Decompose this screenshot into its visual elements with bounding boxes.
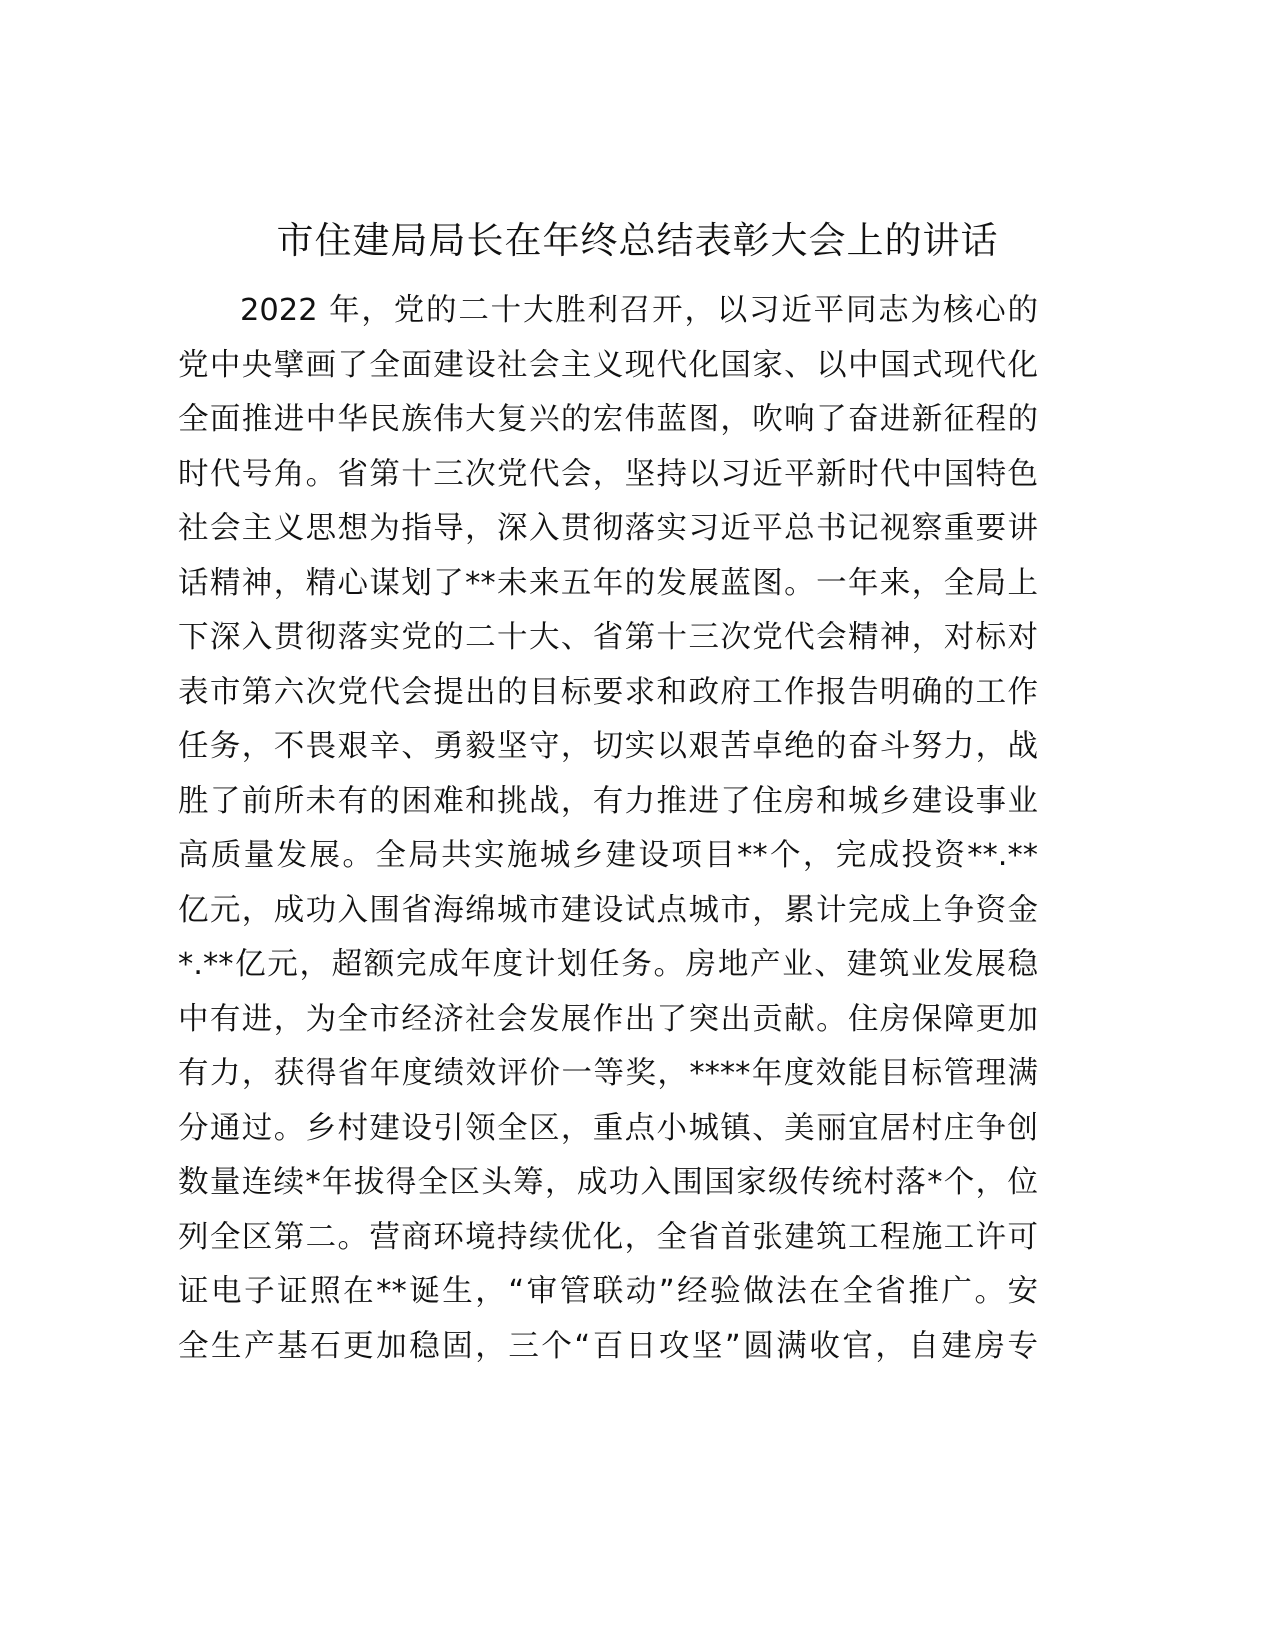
paragraph-line: *.**亿元，超额完成年度计划任务。房地产业、建筑业发展稳: [178, 947, 1038, 982]
paragraph-line: 有力，获得省年度绩效评价一等奖，****年度效能目标管理满: [178, 1056, 1038, 1091]
paragraph-line: 列全区第二。营商环境持续优化，全省首张建筑工程施工许可: [178, 1219, 1038, 1255]
paragraph-line: 下深入贯彻落实党的二十大、省第十三次党代会精神，对标对: [178, 620, 1038, 655]
paragraph-line: 亿元，成功入围省海绵城市建设试点城市，累计完成上争资金: [178, 892, 1038, 928]
paragraph-line: 证电子证照在**诞生，“审管联动”经验做法在全省推广。安: [178, 1274, 1038, 1309]
paragraph-line: 社会主义思想为指导，深入贯彻落实习近平总书记视察重要讲: [178, 511, 1038, 546]
paragraph-line: 话精神，精心谋划了**未来五年的发展蓝图。一年来，全局上: [178, 565, 1038, 601]
paragraph-line: 高质量发展。全局共实施城乡建设项目**个，完成投资**.**: [178, 838, 1038, 873]
paragraph-line: 数量连续*年拔得全区头筹，成功入围国家级传统村落*个，位: [178, 1165, 1038, 1200]
paragraph-line: 中有进，为全市经济社会发展作出了突出贡献。住房保障更加: [178, 1001, 1038, 1037]
paragraph-line: 全生产基石更加稳固，三个“百日攻坚”圆满收官，自建房专: [178, 1328, 1038, 1364]
paragraph-line: 全面推进中华民族伟大复兴的宏伟蓝图，吹响了奋进新征程的: [178, 402, 1038, 437]
paragraph-line: 时代号角。省第十三次党代会，坚持以习近平新时代中国特色: [178, 456, 1038, 492]
document-title: 市住建局局长在年终总结表彰大会上的讲话: [276, 219, 999, 262]
paragraph-line: 分通过。乡村建设引领全区，重点小城镇、美丽宜居村庄争创: [178, 1110, 1038, 1146]
paragraph-line: 党中央擘画了全面建设社会主义现代化国家、以中国式现代化: [178, 347, 1038, 383]
document-body: [178, 284, 1038, 1374]
paragraph-line: 2022 年，党的二十大胜利召开，以习近平同志为核心的: [240, 293, 1038, 328]
paragraph-line: 胜了前所未有的困难和挑战，有力推进了住房和城乡建设事业: [178, 783, 1038, 819]
paragraph-line: 任务，不畏艰辛、勇毅坚守，切实以艰苦卓绝的奋斗努力，战: [178, 729, 1038, 764]
paragraph-line: 表市第六次党代会提出的目标要求和政府工作报告明确的工作: [178, 674, 1038, 710]
